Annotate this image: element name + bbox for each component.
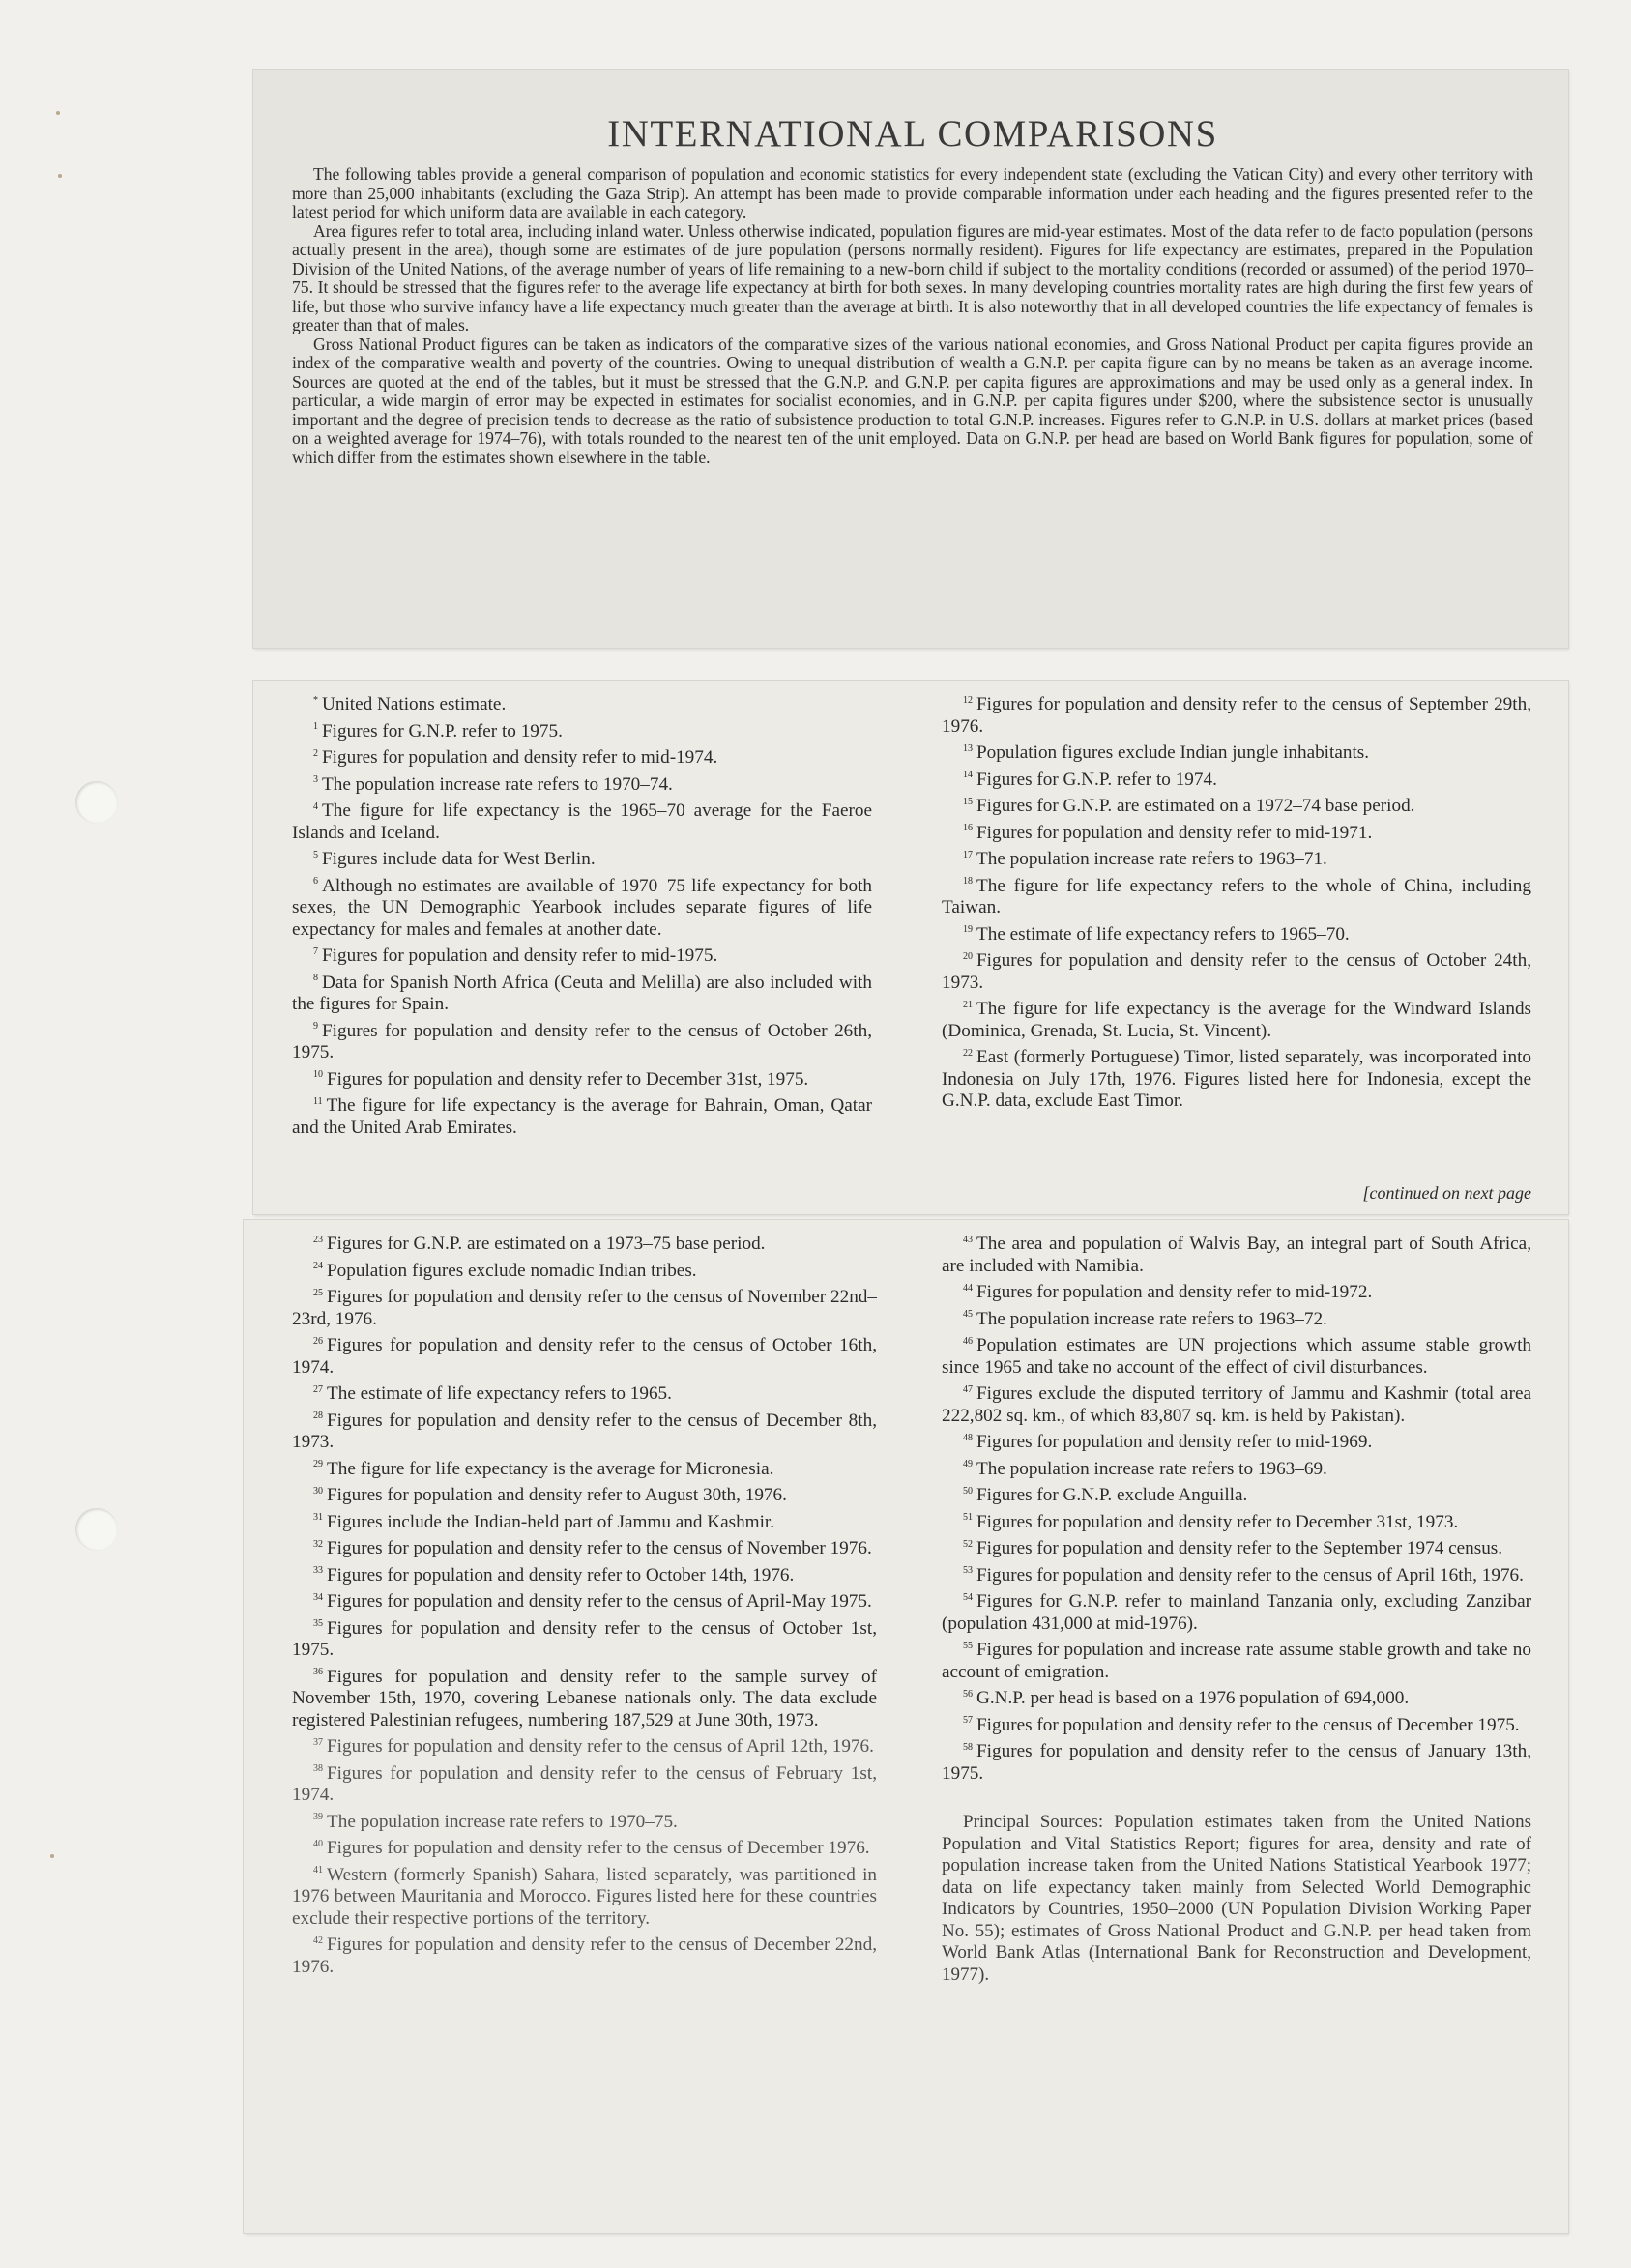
footnote-marker: 51 — [963, 1512, 973, 1524]
footnote-text: Figures for population and density refer to the census of November 22nd–23rd, 1976. — [292, 1287, 877, 1329]
footnote-marker: 2 — [313, 747, 318, 759]
footnote-text: Figures for population and density refer to the census of October 24th, 1973. — [942, 950, 1531, 993]
footnote-text: Figures for population and density refer to the census of December 8th, 1973. — [292, 1410, 877, 1452]
footnote-text: Figures include data for West Berlin. — [322, 849, 596, 869]
footnote-marker: 55 — [963, 1640, 973, 1651]
footnote-text: Figures for G.N.P. exclude Anguilla. — [976, 1485, 1248, 1505]
footnote-marker: 15 — [963, 796, 973, 807]
footnote — [942, 1282, 1531, 1304]
footnote-text: Figures for population and density refer to the census of April 12th, 1976. — [327, 1736, 874, 1757]
footnote — [292, 1459, 877, 1481]
footnote-marker: 29 — [313, 1459, 323, 1470]
footnote-marker: 42 — [313, 1934, 323, 1946]
footnote — [942, 1565, 1531, 1587]
footnote-marker: 24 — [313, 1261, 323, 1272]
intro-clipping — [253, 70, 1568, 648]
footnote — [942, 876, 1531, 919]
footnote-marker: 57 — [963, 1715, 973, 1727]
footnote-marker: 5 — [313, 849, 318, 860]
footnote-marker: 23 — [313, 1234, 323, 1245]
notes-clipping-first — [253, 681, 1568, 1214]
footnote — [942, 1459, 1531, 1481]
footnote-marker: 16 — [963, 823, 973, 834]
footnote-marker: 41 — [313, 1865, 323, 1876]
footnote — [292, 1335, 877, 1379]
footnote — [942, 1715, 1531, 1737]
footnote — [942, 1640, 1531, 1683]
notes-column-right — [942, 694, 1531, 1118]
footnote — [292, 876, 872, 942]
footnote-marker: 3 — [313, 774, 318, 786]
footnote-text: Figures for population and density refer to mid-1969. — [976, 1432, 1373, 1452]
footnote-marker: 10 — [313, 1069, 323, 1081]
footnote-marker: 49 — [963, 1459, 973, 1470]
footnote — [942, 849, 1531, 871]
footnote-text: Figures for population and density refer to the census of October 26th, 1975. — [292, 1020, 872, 1062]
footnote-marker: 43 — [963, 1234, 973, 1245]
footnote-marker: 22 — [963, 1047, 973, 1059]
footnote-text: Figures for population and density refer to the sample survey of November 15th, 1970, covering Lebanese nationals only. The data exclude registered Palestinian refugees, numbering 187,529 at June 30th, 1973. — [292, 1666, 877, 1730]
footnote-marker: 33 — [313, 1565, 323, 1577]
footnote — [942, 823, 1531, 845]
paper-speck — [56, 111, 60, 115]
footnote-text: Figures for G.N.P. are estimated on a 1973–75 base period. — [327, 1234, 766, 1254]
footnote-marker: 44 — [963, 1282, 973, 1294]
footnote-text: Figures for population and density refer to the census of December 22nd, 1976. — [292, 1934, 877, 1977]
footnote-marker: 21 — [963, 999, 973, 1010]
footnote-text: Figures for population and density refer to the census of October 16th, 1974. — [292, 1335, 877, 1378]
paper-speck — [50, 1854, 54, 1858]
footnote — [292, 1095, 872, 1139]
footnote-text: Population figures exclude Indian jungle inhabitants. — [976, 742, 1370, 763]
footnote — [292, 849, 872, 871]
paper-speck — [58, 174, 62, 178]
intro-paragraph: Gross National Product figures can be taken as indicators of the comparative sizes of the various national economies, and Gross National Product per capita figures provide an index of the comparative wealth and poverty of the countries. Owing to unequal distribution of wealth a G.N.P. per capita figure can by no means be taken as an average income. Sources are quoted at the end of the tables, but it must be stressed that the G.N.P. and G.N.P. per capita figures are approximations and may be used only as a general index. In particular, a wide margin of error may be expected in estimates for socialist economies, and in G.N.P. per capita figures under $200, where the subsistence sector is unusually important and the degree of precision tends to decrease as the ratio of subsistence production to total G.N.P. increases. Figures refer to G.N.P. in U.S. dollars at market prices (based on a weighted average for 1974–76), with totals rounded to the nearest ten of the unit employed. Data on G.N.P. per head are based on World Bank figures for population, some of which differ from the estimates shown elsewhere in the table. — [292, 334, 1533, 467]
footnote-marker: 54 — [963, 1591, 973, 1603]
footnote — [292, 800, 872, 844]
footnote-text: Figures for population and density refer to the census of October 1st, 1975. — [292, 1617, 877, 1660]
footnote — [942, 1234, 1531, 1277]
footnote-marker: 18 — [963, 876, 973, 887]
footnote-marker: 25 — [313, 1287, 323, 1298]
footnote-marker: 11 — [313, 1095, 323, 1107]
footnote — [942, 742, 1531, 765]
footnote-text: Figures for population and density refer to mid-1971. — [976, 822, 1373, 843]
footnote — [942, 1741, 1531, 1785]
footnote-text: Figures for population and density refer to the census of November 1976. — [327, 1538, 872, 1558]
footnote-marker: 19 — [963, 924, 973, 936]
footnote — [942, 999, 1531, 1042]
notes-column-left — [292, 694, 872, 1144]
footnote-text: Figures for population and density refer to the census of September 29th, 1976. — [942, 694, 1531, 737]
footnote-text: Although no estimates are available of 1970–75 life expectancy for both sexes, the UN Demographic Yearbook includes separate figures of life expectancy for males and females at another date. — [292, 875, 872, 940]
footnote — [292, 1021, 872, 1064]
footnote-text: Figures for G.N.P. refer to 1974. — [976, 769, 1217, 790]
footnote — [292, 1485, 877, 1507]
footnote — [942, 1432, 1531, 1454]
footnote-marker: 27 — [313, 1383, 323, 1395]
continued-label-wrap — [942, 1176, 1531, 1204]
footnote-text: The population increase rate refers to 1970–75. — [327, 1811, 678, 1832]
footnote — [942, 924, 1531, 946]
footnote-marker: 14 — [963, 770, 973, 781]
footnote-text: The figure for life expectancy is the 1965–70 average for the Faeroe Islands and Iceland. — [292, 800, 872, 843]
footnote-text: Figures for population and density refer to the census of December 1975. — [976, 1714, 1520, 1735]
footnote-text: Figures for population and density refer to the census of April 16th, 1976. — [976, 1564, 1524, 1585]
footnote — [942, 1383, 1531, 1427]
footnote — [292, 721, 872, 743]
page-title: INTERNATIONAL COMPARISONS — [607, 113, 1218, 155]
intro-body — [292, 112, 1533, 467]
footnote — [292, 1618, 877, 1662]
notes-clipping-second — [244, 1220, 1568, 2233]
footnote-text: The population increase rate refers to 1963–71. — [976, 849, 1327, 869]
footnote-marker: 9 — [313, 1021, 318, 1032]
footnote-text: The estimate of life expectancy refers to 1965. — [327, 1383, 672, 1404]
footnote-text: Data for Spanish North Africa (Ceuta and Melilla) are also included with the figures for Spain. — [292, 972, 872, 1014]
binder-hole-lower — [75, 1508, 118, 1551]
footnote — [292, 1838, 877, 1860]
footnote-marker: * — [313, 694, 318, 706]
footnote-text: The estimate of life expectancy refers to 1965–70. — [976, 923, 1350, 945]
footnote-text: The figure for life expectancy refers to the whole of China, including Taiwan. — [942, 875, 1531, 917]
footnote — [292, 1934, 877, 1978]
footnote-text: The population increase rate refers to 1963–69. — [976, 1458, 1327, 1479]
footnote-marker: 28 — [313, 1410, 323, 1422]
intro-paragraph: The following tables provide a general comparison of population and economic statistics for every independent state (excluding the Vatican City) and every other territory with more than 25,000 inhabitants (excluding the Gaza Strip). An attempt has been made to provide comparable information under each heading and the figures presented refer to the latest period for which uniform data are available in each category. — [292, 164, 1533, 221]
footnote-text: Figures for G.N.P. are estimated on a 1972–74 base period. — [976, 796, 1415, 816]
footnote — [942, 694, 1531, 738]
footnote — [292, 1865, 877, 1931]
footnote — [942, 1688, 1531, 1710]
footnote-marker: 45 — [963, 1309, 973, 1321]
footnote-text: The population increase rate refers to 1963–72. — [976, 1308, 1327, 1329]
footnote-marker: 4 — [313, 800, 318, 812]
footnote — [292, 747, 872, 770]
footnote-marker: 17 — [963, 849, 973, 860]
footnote-text: Figures for population and density refer to December 31st, 1975. — [327, 1068, 809, 1090]
footnote — [292, 1383, 877, 1406]
footnote-marker: 53 — [963, 1565, 973, 1577]
footnote — [292, 1667, 877, 1732]
footnote — [292, 945, 872, 968]
footnote — [292, 694, 872, 716]
footnote — [942, 1335, 1531, 1379]
footnote-text: Figures for G.N.P. refer to 1975. — [322, 720, 563, 741]
footnote-marker: 26 — [313, 1335, 323, 1347]
footnote — [292, 1538, 877, 1560]
footnote — [942, 796, 1531, 818]
footnote-text: Figures for population and density refer to the census of April-May 1975. — [327, 1591, 872, 1612]
footnote — [942, 1591, 1531, 1635]
footnote-text: Figures for population and density refer to August 30th, 1976. — [327, 1485, 787, 1505]
intro-paragraph: Area figures refer to total area, including inland water. Unless otherwise indicated, population figures are mid-year estimates. Most of the data refer to de facto population (persons actually present in the area), though some are estimates of de jure population (persons normally resident). Figures for life expectancy are estimates, prepared in the Population Division of the United Nations, of the average number of years of life remaining to a new-born child if subject to the mortality conditions (recorded or assumed) of the period 1970–75. It should be stressed that the figures refer to the average life expectancy at birth for both sexes. In many developing countries mortality rates are high during the first few years of life, but those who survive infancy have a life expectancy much greater than the average at birth. It is also noteworthy that in all developed countries the life expectancy of females is greater than that of males. — [292, 220, 1533, 334]
notes-column-right-wrap — [942, 1234, 1531, 2004]
footnote-marker: 34 — [313, 1591, 323, 1603]
footnote — [292, 1512, 877, 1534]
footnote-marker: 32 — [313, 1538, 323, 1550]
footnote — [942, 770, 1531, 792]
binder-hole-upper — [75, 781, 118, 824]
footnote — [942, 1047, 1531, 1113]
footnote-text: Figures for population and density refer to the census of December 1976. — [327, 1838, 870, 1858]
footnote-marker: 46 — [963, 1335, 973, 1347]
notes-column-left — [292, 1234, 877, 1983]
footnote-marker: 52 — [963, 1538, 973, 1550]
footnote — [292, 1736, 877, 1759]
footnote-text: Figures for population and density refer to October 14th, 1976. — [327, 1564, 795, 1585]
footnote-text: The figure for life expectancy is the average for Micronesia. — [327, 1458, 774, 1479]
footnote-marker: 48 — [963, 1432, 973, 1443]
footnote-text: G.N.P. per head is based on a 1976 population of 694,000. — [976, 1688, 1410, 1708]
footnote-text: Figures exclude the disputed territory of Jammu and Kashmir (total area 222,802 sq. km., of which 83,807 sq. km. is held by Pakistan). — [942, 1383, 1531, 1426]
footnote-text: Figures for population and density refer to the September 1974 census. — [976, 1538, 1503, 1558]
footnote-text: The area and population of Walvis Bay, an integral part of South Africa, are included with Namibia. — [942, 1234, 1531, 1276]
footnote-text: Figures for population and density refer to mid-1974. — [322, 747, 718, 768]
footnote-marker: 47 — [963, 1383, 973, 1395]
footnote — [942, 1309, 1531, 1331]
footnote-marker: 36 — [313, 1667, 323, 1678]
footnote — [292, 1234, 877, 1256]
footnote-text: Population figures exclude nomadic Indian tribes. — [327, 1260, 697, 1281]
continued-label: [continued on next page — [1362, 1183, 1531, 1203]
footnote-text: East (formerly Portuguese) Timor, listed separately, was incorporated into Indonesia on July 17th, 1976. Figures listed here for Indonesia, except the G.N.P. data, exclude East Timor. — [942, 1047, 1531, 1111]
footnote-marker: 6 — [313, 876, 318, 887]
footnote-marker: 50 — [963, 1485, 973, 1497]
footnote — [942, 1512, 1531, 1534]
footnote — [942, 950, 1531, 994]
footnote-text: Figures for G.N.P. refer to mainland Tanzania only, excluding Zanzibar (population 431,000 at mid-1976). — [942, 1591, 1531, 1634]
footnote-text: Figures for population and density refer to the census of February 1st, 1974. — [292, 1762, 877, 1805]
footnote-text: The figure for life expectancy is the average for Bahrain, Oman, Qatar and the United Arab Emirates. — [292, 1095, 872, 1138]
footnote-marker: 39 — [313, 1812, 323, 1823]
footnote — [292, 1565, 877, 1587]
footnote — [942, 1485, 1531, 1507]
footnote-marker: 58 — [963, 1741, 973, 1753]
footnote-text: The figure for life expectancy is the average for the Windward Islands (Dominica, Grenada, St. Lucia, St. Vincent). — [942, 999, 1531, 1041]
footnote-marker: 7 — [313, 945, 318, 957]
principal-sources: Principal Sources: Population estimates taken from the United Nations Population and Vital Statistics Report; figures for area, density and rate of population increase taken from the United Nations Statistical Yearbook 1977; data on life expectancy taken mainly from Selected World Demographic Indicators by Countries, 1950–2000 (UN Population Division Working Paper No. 55); estimates of Gross National Product and G.N.P. per head taken from World Bank Atlas (International Bank for Reconstruction and Development, 1977). — [942, 1812, 1531, 1985]
footnote-marker: 35 — [313, 1618, 323, 1630]
footnote — [292, 1287, 877, 1330]
footnote-marker: 37 — [313, 1736, 323, 1748]
footnote — [292, 1763, 877, 1807]
footnote — [292, 1069, 872, 1091]
footnote-text: Figures include the Indian-held part of Jammu and Kashmir. — [327, 1511, 775, 1532]
footnote — [942, 1538, 1531, 1560]
footnote — [292, 1261, 877, 1283]
footnote-marker: 8 — [313, 973, 318, 984]
footnote-text: Figures for population and density refer to mid-1972. — [976, 1282, 1373, 1302]
footnote-marker: 31 — [313, 1512, 323, 1524]
footnote-text: Figures for population and density refer to the census of January 13th, 1975. — [942, 1741, 1531, 1784]
footnote-marker: 38 — [313, 1763, 323, 1775]
footnote-text: Western (formerly Spanish) Sahara, listed separately, was partitioned in 1976 between Mauritania and Morocco. Figures listed here for these countries exclude their respective portions of the territory. — [292, 1864, 877, 1929]
footnote-text: Figures for population and increase rate assume stable growth and take no account of emigration. — [942, 1640, 1531, 1682]
footnote-text: Population estimates are UN projections which assume stable growth since 1965 and take no account of the effect of civil disturbances. — [942, 1335, 1531, 1378]
footnote-marker: 20 — [963, 950, 973, 962]
footnote-marker: 40 — [313, 1838, 323, 1849]
footnote-text: Figures for population and density refer to December 31st, 1973. — [976, 1511, 1459, 1532]
footnote-marker: 30 — [313, 1485, 323, 1497]
footnote-marker: 13 — [963, 742, 973, 754]
footnote-text: The population increase rate refers to 1970–74. — [322, 773, 673, 795]
notes-column-right — [942, 1234, 1531, 1785]
footnote-marker: 56 — [963, 1688, 973, 1700]
footnote — [292, 1410, 877, 1454]
footnote-marker: 12 — [963, 694, 973, 706]
footnote-marker: 1 — [313, 721, 318, 733]
footnote — [292, 973, 872, 1016]
footnote — [292, 1591, 877, 1614]
footnote-text: United Nations estimate. — [322, 694, 507, 714]
footnote — [292, 1812, 877, 1834]
footnote-text: Figures for population and density refer to mid-1975. — [322, 945, 718, 966]
footnote — [292, 774, 872, 797]
